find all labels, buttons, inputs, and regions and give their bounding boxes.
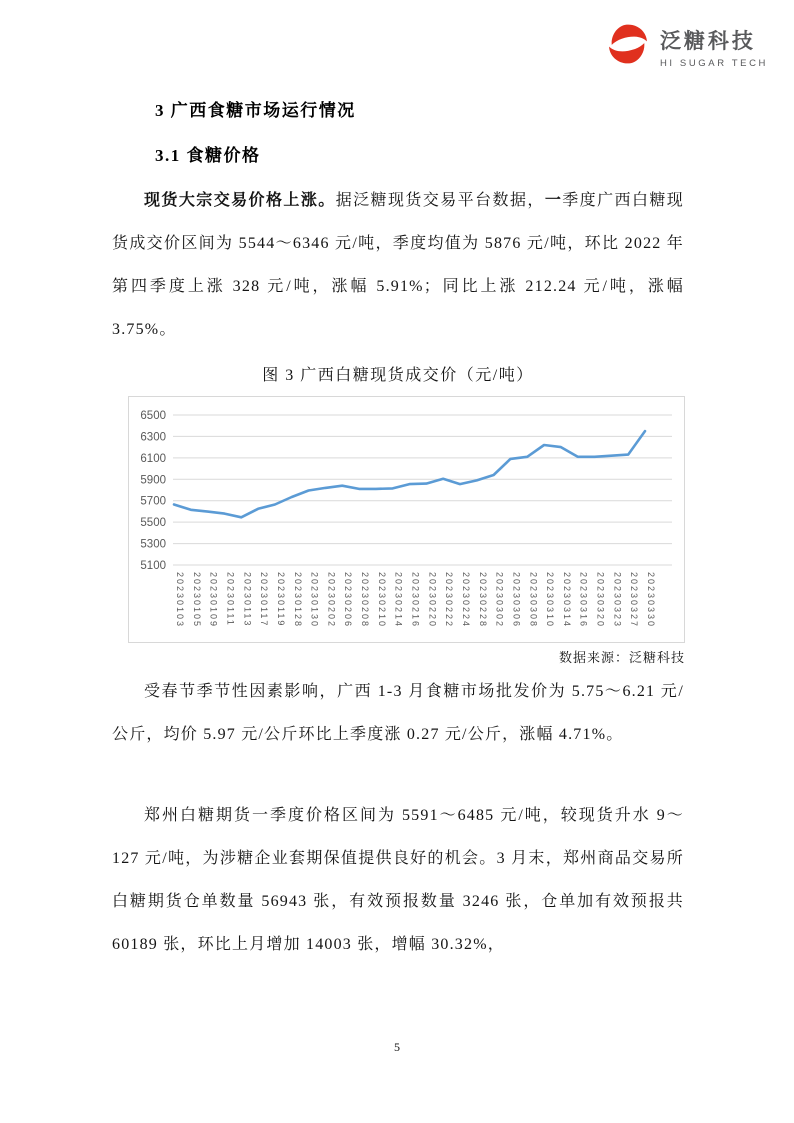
y-axis-tick-label: 5300 xyxy=(140,538,166,551)
y-axis-tick-label: 5500 xyxy=(140,517,166,530)
paragraph-futures: 郑州白糖期货一季度价格区间为 5591～6485 元/吨，较现货升水 9～127 元/吨，为涉糖企业套期保值提供良好的机会。3 月末，郑州商品交易所白糖期货仓单数量 56943 张，有效预报数量 3246 张，仓单加有效预报共 60189 张，环比上月增加 14003 张，增幅 30.32%， xyxy=(112,807,684,953)
y-axis-tick-label: 6500 xyxy=(140,410,166,422)
x-axis-tick-label: 20230222 xyxy=(444,572,455,629)
x-axis-tick-label: 20230119 xyxy=(275,572,286,628)
y-axis-tick-label: 6300 xyxy=(140,431,166,444)
figure-caption: 图 3 广西白糖现货成交价（元/吨） xyxy=(262,367,534,384)
x-axis-tick-label: 20230208 xyxy=(360,572,371,629)
data-source-note: 数据来源：泛糖科技 xyxy=(558,650,685,665)
price-chart-canvas xyxy=(129,397,684,642)
logo-tagline-text: HI SUGAR TECH xyxy=(659,58,768,69)
paragraph-bold-run: 一 xyxy=(544,192,563,209)
paragraph-spot-price xyxy=(112,179,684,351)
x-axis-tick-label: 20230202 xyxy=(326,572,337,629)
x-axis-tick-label: 20230220 xyxy=(427,572,438,629)
x-axis-tick-label: 20230302 xyxy=(494,572,505,629)
x-axis-tick-label: 20230314 xyxy=(561,572,572,629)
x-axis-tick-label: 20230113 xyxy=(242,572,253,628)
hi-sugar-logo xyxy=(606,22,768,69)
page-number: 5 xyxy=(394,1040,400,1054)
x-axis-tick-label: 20230210 xyxy=(376,572,387,629)
x-axis-tick-label: 20230327 xyxy=(629,572,640,629)
x-axis-tick-label: 20230330 xyxy=(646,572,656,629)
y-axis-tick-label: 5900 xyxy=(140,474,166,487)
x-axis-tick-label: 20230117 xyxy=(259,572,270,628)
x-axis-tick-label: 20230214 xyxy=(393,572,404,629)
x-axis-tick-label: 20230103 xyxy=(175,572,185,629)
x-axis-tick-label: 20230130 xyxy=(309,572,320,629)
x-axis-tick-label: 20230320 xyxy=(595,572,606,629)
x-axis-tick-label: 20230216 xyxy=(410,572,421,629)
section-heading: 3 广西食糖市场运行情况 xyxy=(155,101,356,120)
x-axis-tick-label: 20230206 xyxy=(343,572,354,629)
spot-price-line xyxy=(174,431,645,517)
y-axis-tick-label: 5700 xyxy=(140,495,166,508)
page-content xyxy=(112,98,684,966)
y-axis-tick-label: 6100 xyxy=(140,452,166,465)
subsection-heading: 3.1 食糖价格 xyxy=(155,146,261,165)
x-axis-tick-label: 20230310 xyxy=(545,572,556,629)
x-axis-tick-label: 20230109 xyxy=(208,572,219,629)
x-axis-tick-label: 20230306 xyxy=(511,572,522,629)
x-axis-tick-label: 20230111 xyxy=(225,572,236,627)
paragraph-text: 季度广西白糖现货成交价区间为 5544～6346 元/吨，季度均值为 5876 元/吨，环比 2022 年第四季度上涨 328 元/吨，涨幅 5.91%；同比上涨 212.24 元/吨，涨幅 3.75%。 xyxy=(112,192,685,338)
price-line-chart xyxy=(128,396,685,643)
swirl-sugar-logo-icon xyxy=(606,22,650,66)
paragraph-lead-bold: 现货大宗交易价格上涨。 xyxy=(144,192,336,209)
y-axis-tick-label: 5100 xyxy=(140,560,166,572)
logo-brand-text: 泛糖科技 xyxy=(659,30,756,53)
x-axis-tick-label: 20230323 xyxy=(612,572,623,629)
x-axis-tick-label: 20230316 xyxy=(578,572,589,629)
x-axis-tick-label: 20230128 xyxy=(292,572,303,629)
x-axis-tick-label: 20230105 xyxy=(191,572,202,629)
x-axis-tick-label: 20230308 xyxy=(528,572,539,629)
x-axis-tick-label: 20230224 xyxy=(460,572,471,629)
paragraph-wholesale-price: 受春节季节性因素影响，广西 1-3 月食糖市场批发价为 5.75～6.21 元/公斤，均价 5.97 元/公斤环比上季度涨 0.27 元/公斤，涨幅 4.71%。 xyxy=(112,683,684,743)
x-axis-tick-label: 20230228 xyxy=(477,572,488,629)
paragraph-text: 据泛糖现货交易平台数据， xyxy=(335,192,545,209)
